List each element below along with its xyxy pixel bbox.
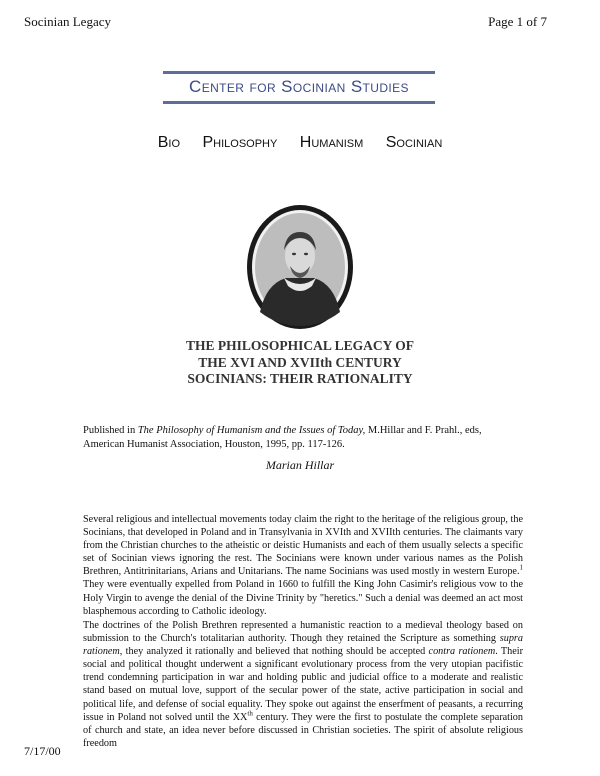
paragraph-text: The doctrines of the Polish Brethren represented a humanistic reaction to a medieval theology based on submission to the Church's totalitarian authority. Though they retained the Scripture as something — [83, 620, 523, 645]
paragraph-text: Several religious and intellectual movements today claim the right to the heritage of the religious group, the Socinians, that developed in Poland and in Transylvania in XVIth and XVIIth centuries. The claimants vary from the Christian churches to the atheistic or deistic Humanists and each of them usually selects a specific set of Socinian views ignoring the rest. The Socinians were known under various names as the Polish Brethren, Antitrinitarians, Arians and Unitarians. The name Socinians was used mostly in western Europe. — [83, 514, 523, 578]
document-header-title: Socinian Legacy — [24, 14, 111, 29]
paragraph-text: . Their social and political thought underwent a significant evolutionary process from the very utopian pacifistic trend condemning participation in war and holding public and judicial office to a moderate and realistic stand based on mutual love, support of the secular power of the state, active participation in social and political life, and defense of social equality. They spoke out against the enserfment of peasants, a recurring issue in Poland not solved until the XX — [83, 646, 523, 723]
body-paragraph-2 — [83, 619, 523, 750]
publication-details: M.Hillar and F. Prahl., eds, American Humanist Association, Houston, 1995, pp. 117-126. — [83, 425, 482, 450]
paragraph-text: , they analyzed it rationally and believed that nothing should be accepted — [119, 646, 429, 658]
footnote-link[interactable]: 1 — [519, 563, 523, 572]
banner-title[interactable]: Center for Socinian Studies — [189, 77, 409, 96]
title-line: SOCINIANS: THEIR RATIONALITY — [187, 371, 413, 386]
publication-note — [83, 424, 523, 452]
publication-work: The Philosophy of Humanism and the Issues of Today, — [137, 425, 366, 436]
nav-link-bio[interactable]: Bio — [157, 134, 181, 151]
print-date: 7/17/00 — [24, 744, 61, 758]
title-line: THE PHILOSOPHICAL LEGACY OF — [186, 338, 414, 353]
socinus-portrait-image — [246, 204, 354, 330]
article-title — [0, 338, 600, 388]
latin-term: contra rationem — [428, 646, 496, 658]
paragraph-text: They were eventually expelled from Poland in 1660 to fulfill the King John Casimir's religious vow to the Holy Virgin to avenge the denial of the Divine Trinity by "heretics." Such a denial was deemed an act most blasphemous according to Catholic ideology. — [83, 579, 523, 617]
site-banner[interactable] — [163, 71, 435, 105]
body-paragraph-1 — [83, 513, 523, 618]
nav-link-philosophy[interactable]: Philosophy — [202, 134, 278, 151]
banner-bottom-rule — [163, 101, 435, 104]
nav-link-humanism[interactable]: Humanism — [299, 134, 364, 151]
main-nav — [0, 134, 600, 152]
nav-link-socinian[interactable]: Socinian — [385, 134, 443, 151]
century-superscript: th — [247, 709, 253, 718]
paragraph-text: century. They were the first to postulate the complete separation of church and state, an idea never before discussed in Christian societies. The spirit of absolute religious freedom — [83, 711, 523, 749]
author-name: Marian Hillar — [265, 458, 335, 472]
banner-top-rule — [163, 71, 435, 74]
latin-term: supra rationem — [83, 633, 523, 658]
title-line: THE XVI AND XVIIth CENTURY — [198, 354, 402, 370]
publication-prefix: Published in — [83, 425, 138, 436]
page-number: Page 1 of 7 — [488, 14, 547, 29]
